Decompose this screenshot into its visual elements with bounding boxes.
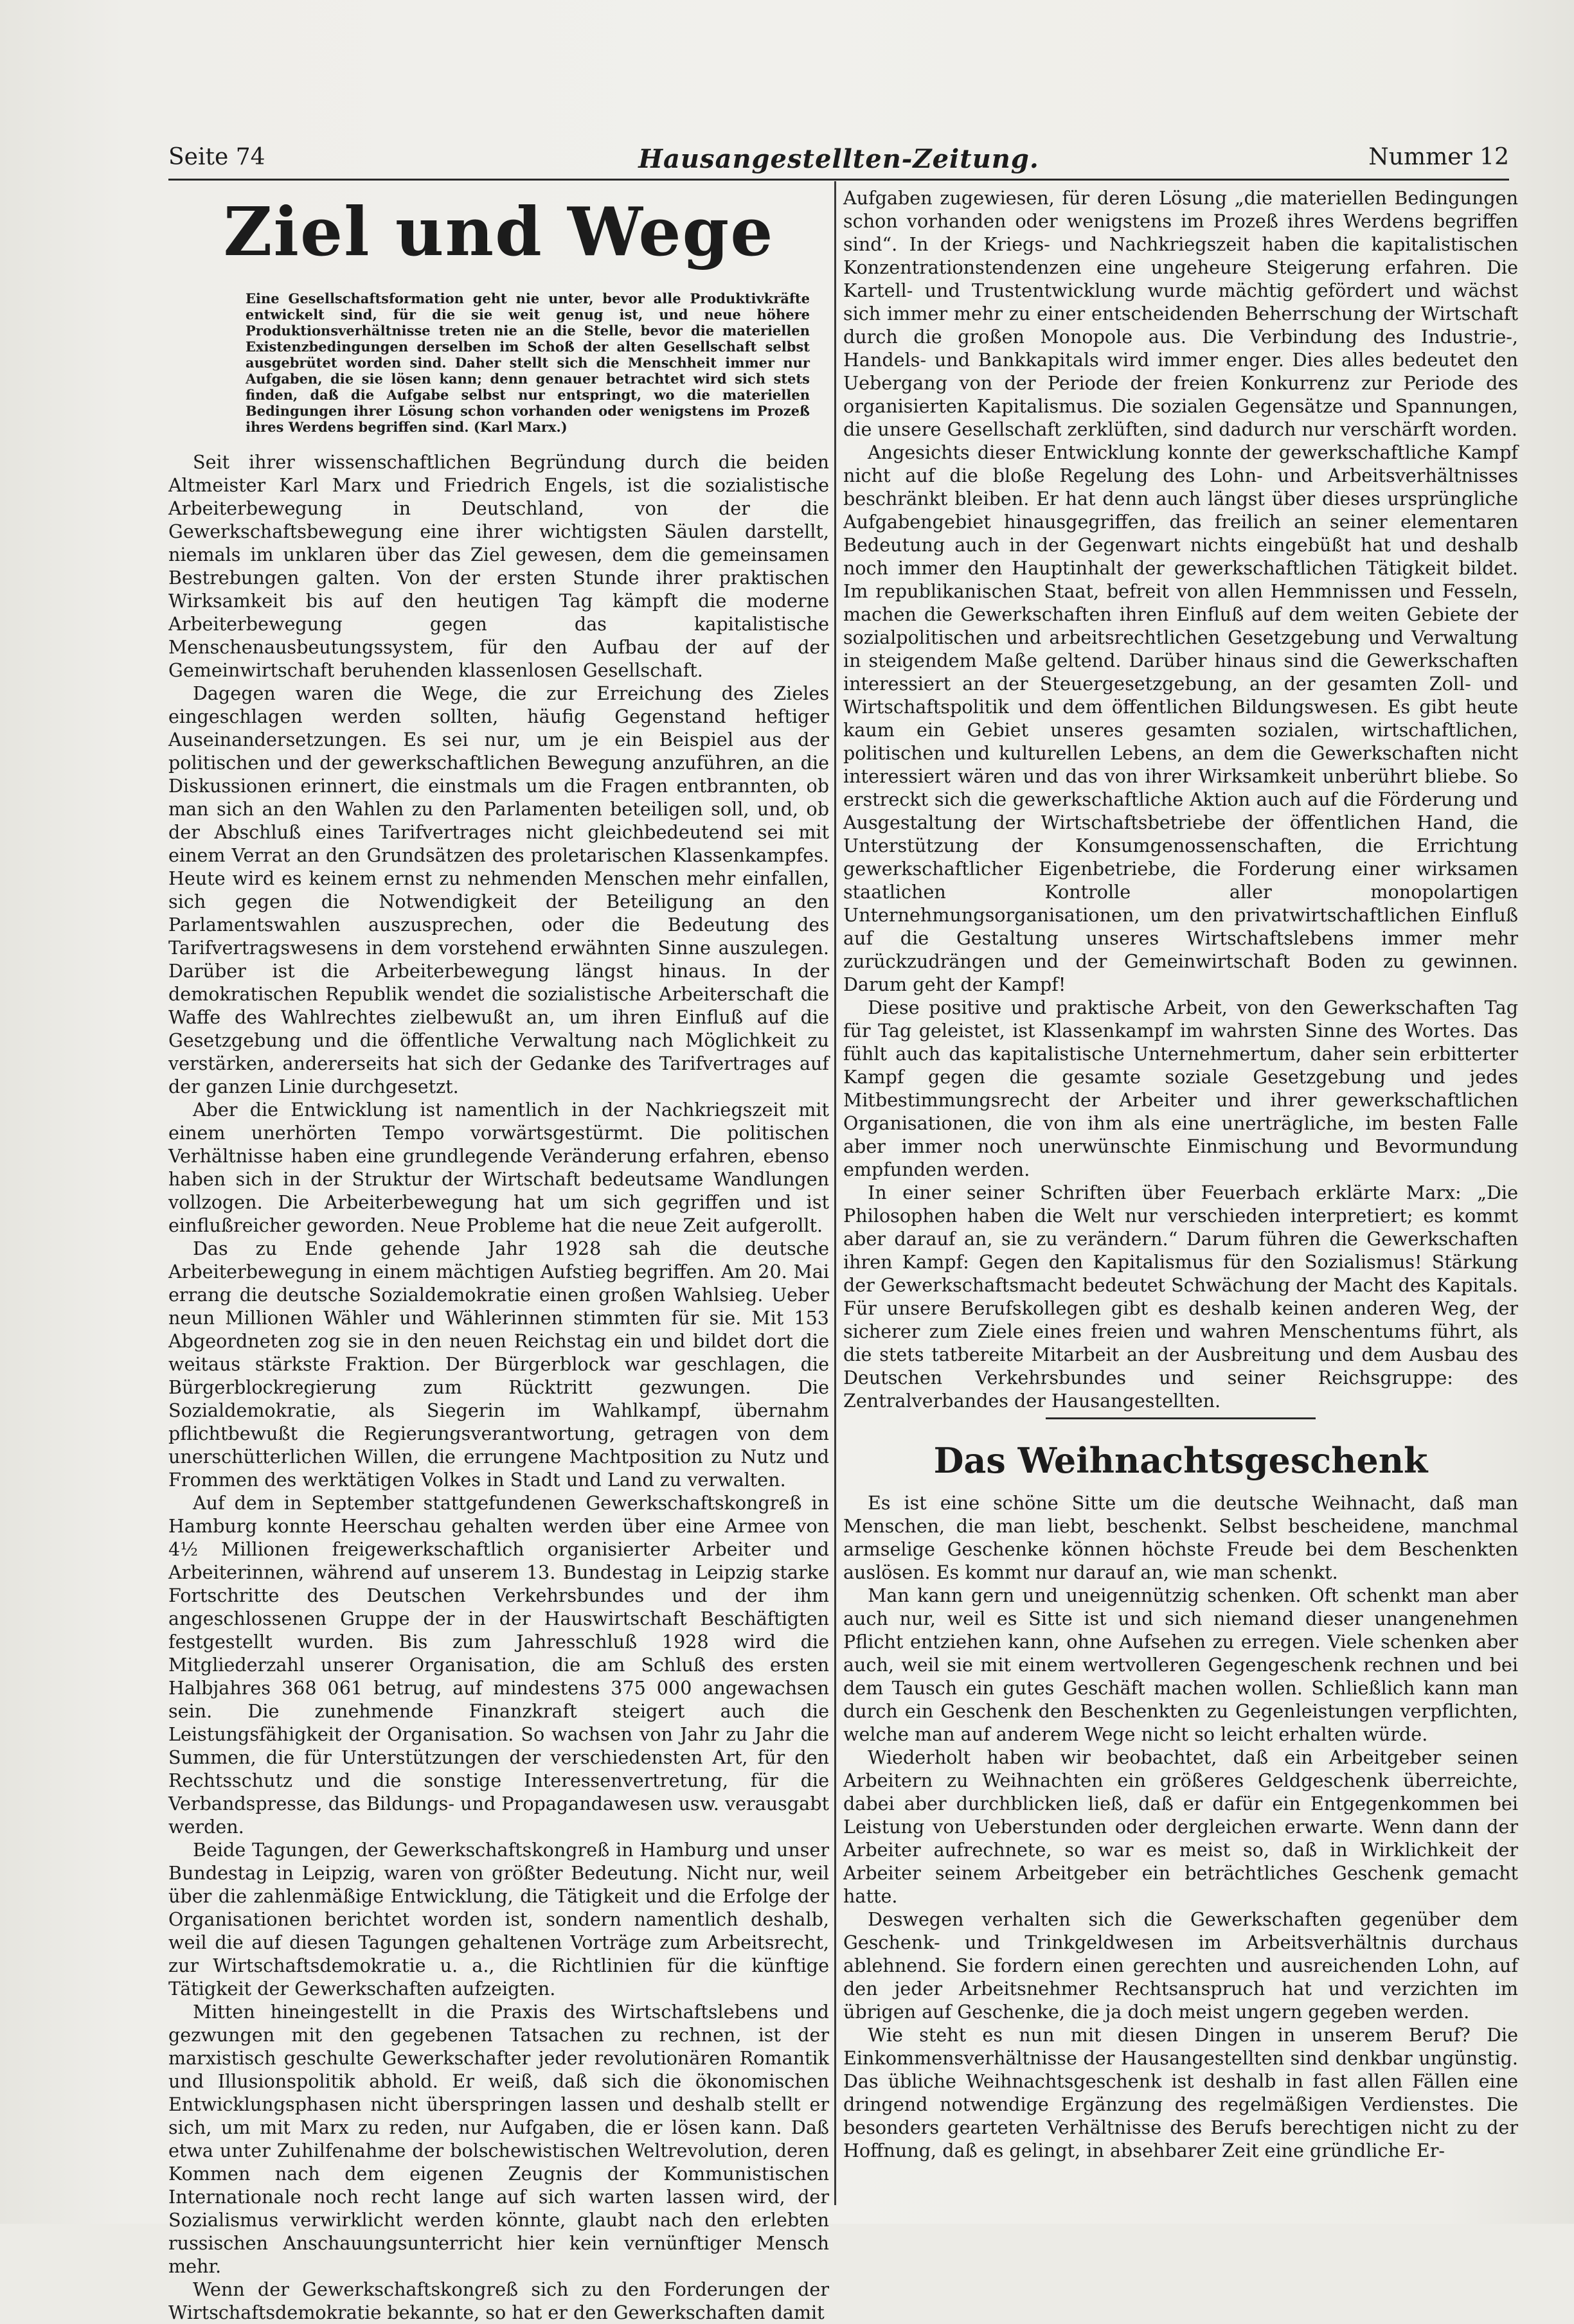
page-number: Seite 74 — [168, 144, 265, 170]
left-column — [168, 186, 829, 2323]
article-paragraph: Wenn der Gewerkschaftskongreß sich zu den Forderungen der Wirtschaftsdemokratie bekannte, so hat er den Gewerkschaften damit — [168, 2278, 829, 2323]
article-paragraph: Seit ihrer wissenschaftlichen Begründung durch die beiden Altmeister Karl Marx und Friedrich Engels, ist die sozialistische Arbeiterbewegung in Deutschland, von der die Gewerkschaftsbewegung eine ihrer wichtigsten Säulen darstellt, niemals im unklaren über das Ziel gewesen, dem die gemeinsamen Bestrebungen galten. Von der ersten Stunde ihrer praktischen Wirksamkeit bis auf den heutigen Tag kämpft die moderne Arbeiterbewegung gegen das kapitalistische Menschenausbeutungssystem, für den Aufbau der auf der Gemeinwirtschaft beruhenden klassenlosen Gesellschaft. — [168, 451, 829, 681]
article-paragraph: Angesichts dieser Entwicklung konnte der gewerkschaftliche Kampf nicht auf die bloße Regelung des Lohn- und Arbeitsverhältnisses beschränkt bleiben. Er hat denn auch längst über dieses ursprüngliche Aufgabengebiet hinausgegriffen, das freilich an seiner elementaren Bedeutung auch in der Gegenwart nichts eingebüßt hat und deshalb noch immer den Hauptinhalt der gewerkschaftlichen Tätigkeit bildet. Im republikanischen Staat, befreit von allen Hemmnissen und Fesseln, machen die Gewerkschaften ihren Einfluß auf dem weiten Gebiete der sozialpolitischen und arbeitsrechtlichen Gesetzgebung und Verwaltung in steigendem Maße geltend. Darüber hinaus sind die Gewerkschaften interessiert an der Steuergesetzgebung, an der gesamten Zoll- und Wirtschaftspolitik und dem öffentlichen Bildungswesen. Es gibt heute kaum ein Gebiet unseres gesamten sozialen, wirtschaftlichen, politischen und kulturellen Lebens, an dem die Gewerkschaften nicht interessiert wären und das von ihrer Wirksamkeit unberührt bliebe. So erstreckt sich die gewerkschaftliche Aktion auch auf die Förderung und Ausgestaltung der Wirtschaftsbetriebe der öffentlichen Hand, die Unterstützung der Konsumgenossenschaften, die Errichtung gewerkschaftlicher Eigenbetriebe, die Forderung einer wirksamen staatlichen Kontrolle aller monopolartigen Unternehmungsorganisationen, um den privatwirtschaftlichen Einfluß auf die Gestaltung unseres Wirtschaftslebens immer mehr zurückzudrängen und der Gemeinwirtschaft Boden zu gewinnen. Darum geht der Kampf! — [843, 441, 1518, 995]
issue-number: Nummer 12 — [1368, 144, 1509, 170]
column-divider — [834, 181, 836, 2205]
article-paragraph: Das zu Ende gehende Jahr 1928 sah die deutsche Arbeiterbewegung in einem mächtigen Aufstieg begriffen. Am 20. Mai errang die deutsche Sozialdemokratie einen großen Wahlsieg. Ueber neun Millionen Wähler und Wählerinnen stimmten für sie. Mit 153 Abgeordneten zog sie in den neuen Reichstag ein und bildet dort die weitaus stärkste Fraktion. Der Bürgerblock war geschlagen, die Bürgerblockregierung zum Rücktritt gezwungen. Die Sozialdemokratie, als Siegerin im Wahlkampf, übernahm pflichtbewußt die Regierungsverantwortung, getragen von dem unerschütterlichen Willen, die errungene Machtposition zu Nutz und Frommen des werktätigen Volkes in Stadt und Land zu verwalten. — [168, 1237, 829, 1491]
page-header — [168, 140, 1509, 181]
article-paragraph: Mitten hineingestellt in die Praxis des Wirtschaftslebens und gezwungen mit den gegebenen Tatsachen zu rechnen, ist der marxistisch geschulte Gewerkschafter jeder revolutionären Romantik und Illusionspolitik abhold. Er weiß, daß sich die ökonomischen Entwicklungsphasen nicht überspringen lassen und deshalb stellt er sich, um mit Marx zu reden, nur Aufgaben, die er lösen kann. Daß etwa unter Zuhilfenahme der bolschewistischen Weltrevolution, deren Kommen nach dem eigenen Zeugnis der Kommunistischen Internationale noch recht lange auf sich warten lassen wird, der Sozialismus verwirklicht werden könnte, glaubt nach den erlebten russischen Anschauungsunterricht hier kein vernünftiger Mensch mehr. — [168, 2001, 829, 2277]
article-motto: Eine Gesellschaftsformation geht nie unter, bevor alle Produktivkräfte entwickelt sind, für die sie weit genug ist, und neue höhere Produktionsverhältnisse treten nie an die Stelle, bevor die materiellen Existenzbedingungen derselben im Schoß der alten Gesellschaft selbst ausgebrütet worden sind. Daher stellt sich die Menschheit immer nur Aufgaben, die sie lösen kann; denn genauer betrachtet wird sich stets finden, daß die Aufgabe selbst nur entspringt, wo die materiellen Bedingungen ihrer Lösung schon vorhanden oder wenigstens im Prozeß ihres Werdens begriffen sind. (Karl Marx.) — [246, 290, 810, 435]
newspaper-title: Hausangestellten-Zeitung. — [638, 144, 1039, 174]
second-article-paragraph: Es ist eine schöne Sitte um die deutsche Weihnacht, daß man Menschen, die man liebt, beschenkt. Selbst bescheidene, manchmal armselige Geschenke können höchste Freude bei dem Beschenkten auslösen. Es kommt nur darauf an, wie man schenkt. — [843, 1492, 1518, 1583]
second-article-title: Das Weihnachtsgeschenk — [933, 1440, 1428, 1481]
second-article-paragraph: Man kann gern und uneigennützig schenken. Oft schenkt man aber auch nur, weil es Sitte ist und sich niemand dieser unangenehmen Pflicht entziehen kann, ohne Aufsehen zu erregen. Viele schenken aber auch, weil sie mit einem wertvolleren Gegengeschenk rechnen und bei dem Tausch ein gutes Geschäft machen wollen. Schließlich kann man durch ein Geschenk den Beschenkten zu Gegenleistungen verpflichten, welche man auf anderem Wege nicht so leicht erhalten würde. — [843, 1584, 1518, 1745]
article-separator — [1046, 1417, 1316, 1419]
article-title: Ziel und Wege — [223, 192, 774, 271]
second-article-paragraph: Wie steht es nun mit diesen Dingen in unserem Beruf? Die Einkommensverhältnisse der Hausangestellten sind denkbar ungünstig. Das übliche Weihnachtsgeschenk ist deshalb in fast allen Fällen eine dringend notwendige Ergänzung des regelmäßigen Verdienstes. Die besonders gearteten Verhältnisse des Berufs berechtigen nicht zu der Hoffnung, daß es gelingt, in absehbarer Zeit eine gründliche Er- — [843, 2024, 1518, 2161]
second-article-paragraph: Deswegen verhalten sich die Gewerkschaften gegenüber dem Geschenk- und Trinkgeldwesen im Arbeitsverhältnis durchaus ablehnend. Sie fordern einen gerechten und ausreichenden Lohn, auf den jeder Arbeitsnehmer Rechtsanspruch hat und verzichten im übrigen auf Geschenke, die ja doch meist ungern gegeben werden. — [843, 1908, 1518, 2023]
article-paragraph: Diese positive und praktische Arbeit, von den Gewerkschaften Tag für Tag geleistet, ist Klassenkampf im wahrsten Sinne des Wortes. Das fühlt auch das kapitalistische Unternehmertum, daher sein erbitterter Kampf gegen die gesamte soziale Gesetzgebung und jedes Mitbestimmungsrecht der Arbeiter und ihrer gewerkschaftlichen Organisationen, die von ihm als eine unerträgliche, im besten Falle aber immer noch unerwünschte Einmischung und Bevormundung empfunden werden. — [843, 997, 1518, 1180]
article-paragraph: Beide Tagungen, der Gewerkschaftskongreß in Hamburg und unser Bundestag in Leipzig, waren von größter Bedeutung. Nicht nur, weil über die zahlenmäßige Entwicklung, die Tätigkeit und die Erfolge der Organisationen berichtet worden ist, sondern namentlich deshalb, weil die auf diesen Tagungen gehaltenen Vorträge zum Arbeitsrecht, zur Wirtschaftsdemokratie u. a., die Richtlinien für die künftige Tätigkeit der Gewerkschaften aufzeigten. — [168, 1839, 829, 2000]
article-paragraph: Aber die Entwicklung ist namentlich in der Nachkriegszeit mit einem unerhörten Tempo vorwärtsgestürmt. Die politischen Verhältnisse haben eine grundlegende Veränderung erfahren, ebenso haben sich in der Struktur der Wirtschaft bedeutsame Wandlungen vollzogen. Die Arbeiterbewegung hat um sich gegriffen und ist einflußreicher geworden. Neue Probleme hat die neue Zeit aufgerollt. — [168, 1099, 829, 1236]
second-article-paragraph: Wiederholt haben wir beobachtet, daß ein Arbeitgeber seinen Arbeitern zu Weihnachten ein größeres Geldgeschenk überreichte, dabei aber durchblicken ließ, daß er dafür ein Entgegenkommen bei Leistung von Ueberstunden oder dergleichen erwarte. Wenn dann der Arbeiter aufrechnete, so war es meist so, daß in Wirklichkeit der Arbeiter seinem Arbeitgeber ein beträchtliches Geschenk gemacht hatte. — [843, 1746, 1518, 1907]
article-paragraph: Dagegen waren die Wege, die zur Erreichung des Zieles eingeschlagen werden sollten, häufig Gegenstand heftiger Auseinandersetzungen. Es sei nur, um je ein Beispiel aus der politischen und der gewerkschaftlichen Bewegung anzuführen, an die Diskussionen erinnert, die einstmals um die Fragen entbrannten, ob man sich an den Wahlen zu den Parlamenten beteiligen soll, und, ob der Abschluß eines Tarifvertrages nicht gleichbedeutend sei mit einem Verrat an den Grundsätzen des proletarischen Klassenkampfes. Heute wird es keinem ernst zu nehmenden Menschen mehr einfallen, sich gegen die Notwendigkeit der Beteiligung an den Parlamentswahlen auszusprechen, oder die Bedeutung des Tarifvertragswesens in dem vorstehend erwähnten Sinne auszulegen. Darüber ist die Arbeiterbewegung längst hinaus. In der demokratischen Republik wendet die sozialistische Arbeiterschaft die Waffe des Wahlrechtes zielbewußt an, um ihren Einfluß auf die Gesetzgebung und die öffentliche Verwaltung nach Möglichkeit zu verstärken, andererseits hat sich der Gedanke des Tarifvertrages auf der ganzen Linie durchgesetzt. — [168, 682, 829, 1097]
right-column — [843, 186, 1518, 2210]
article-paragraph: Auf dem in September stattgefundenen Gewerkschaftskongreß in Hamburg konnte Heerschau gehalten werden über eine Armee von 4½ Millionen freigewerkschaftlich organisierter Arbeiter und Arbeiterinnen, während auf unserem 13. Bundestag in Leipzig starke Fortschritte des Deutschen Verkehrsbundes und der ihm angeschlossenen Gruppe der in der Hauswirtschaft Beschäftigten festgestellt wurden. Bis zum Jahresschluß 1928 wird die Mitgliederzahl unserer Organisation, die am Schluß des ersten Halbjahres 368 061 betrug, auf mindestens 375 000 angewachsen sein. Die zunehmende Finanzkraft steigert auch die Leistungsfähigkeit der Organisation. So wachsen von Jahr zu Jahr die Summen, die für Unterstützungen der verschiedensten Art, für den Rechtsschutz und die sonstige Interessenvertretung, für die Verbandspresse, das Bildungs- und Propagandawesen usw. verausgabt werden. — [168, 1492, 829, 1838]
article-paragraph: In einer seiner Schriften über Feuerbach erklärte Marx: „Die Philosophen haben die Welt nur verschieden interpretiert; es kommt aber darauf an, sie zu verändern.“ Darum führen die Gewerkschaften ihren Kampf: Gegen den Kapitalismus für den Sozialismus! Stärkung der Gewerkschaftsmacht bedeutet Schwächung der Macht des Kapitals. Für unsere Berufskollegen gibt es deshalb keinen anderen Weg, der sicherer zum Ziele eines freien und wahren Menschentums führt, als die stets tatbereite Mitarbeit an der Ausbreitung und dem Ausbau des Deutschen Verkehrsbundes und seiner Reichsgruppe: des Zentralverbandes der Hausangestellten. — [843, 1182, 1518, 1412]
article-paragraph: Aufgaben zugewiesen, für deren Lösung „die materiellen Bedingungen schon vorhanden oder wenigstens im Prozeß ihres Werdens begriffen sind“. In der Kriegs- und Nachkriegszeit haben die kapitalistischen Konzentrationstendenzen eine ungeheure Steigerung erfahren. Die Kartell- und Trustentwicklung wurde mächtig gefördert und wächst sich immer mehr zu einer entscheidenden Beherrschung der Wirtschaft durch die großen Monopole aus. Die Verbindung des Industrie-, Handels- und Bankkapitals wird immer enger. Dies alles bedeutet den Uebergang von der Periode der freien Konkurrenz zur Periode des organisierten Kapitalismus. Die sozialen Gegensätze und Spannungen, die unsere Gesellschaft zerklüften, sind dadurch nur verschärft worden. — [843, 187, 1518, 440]
